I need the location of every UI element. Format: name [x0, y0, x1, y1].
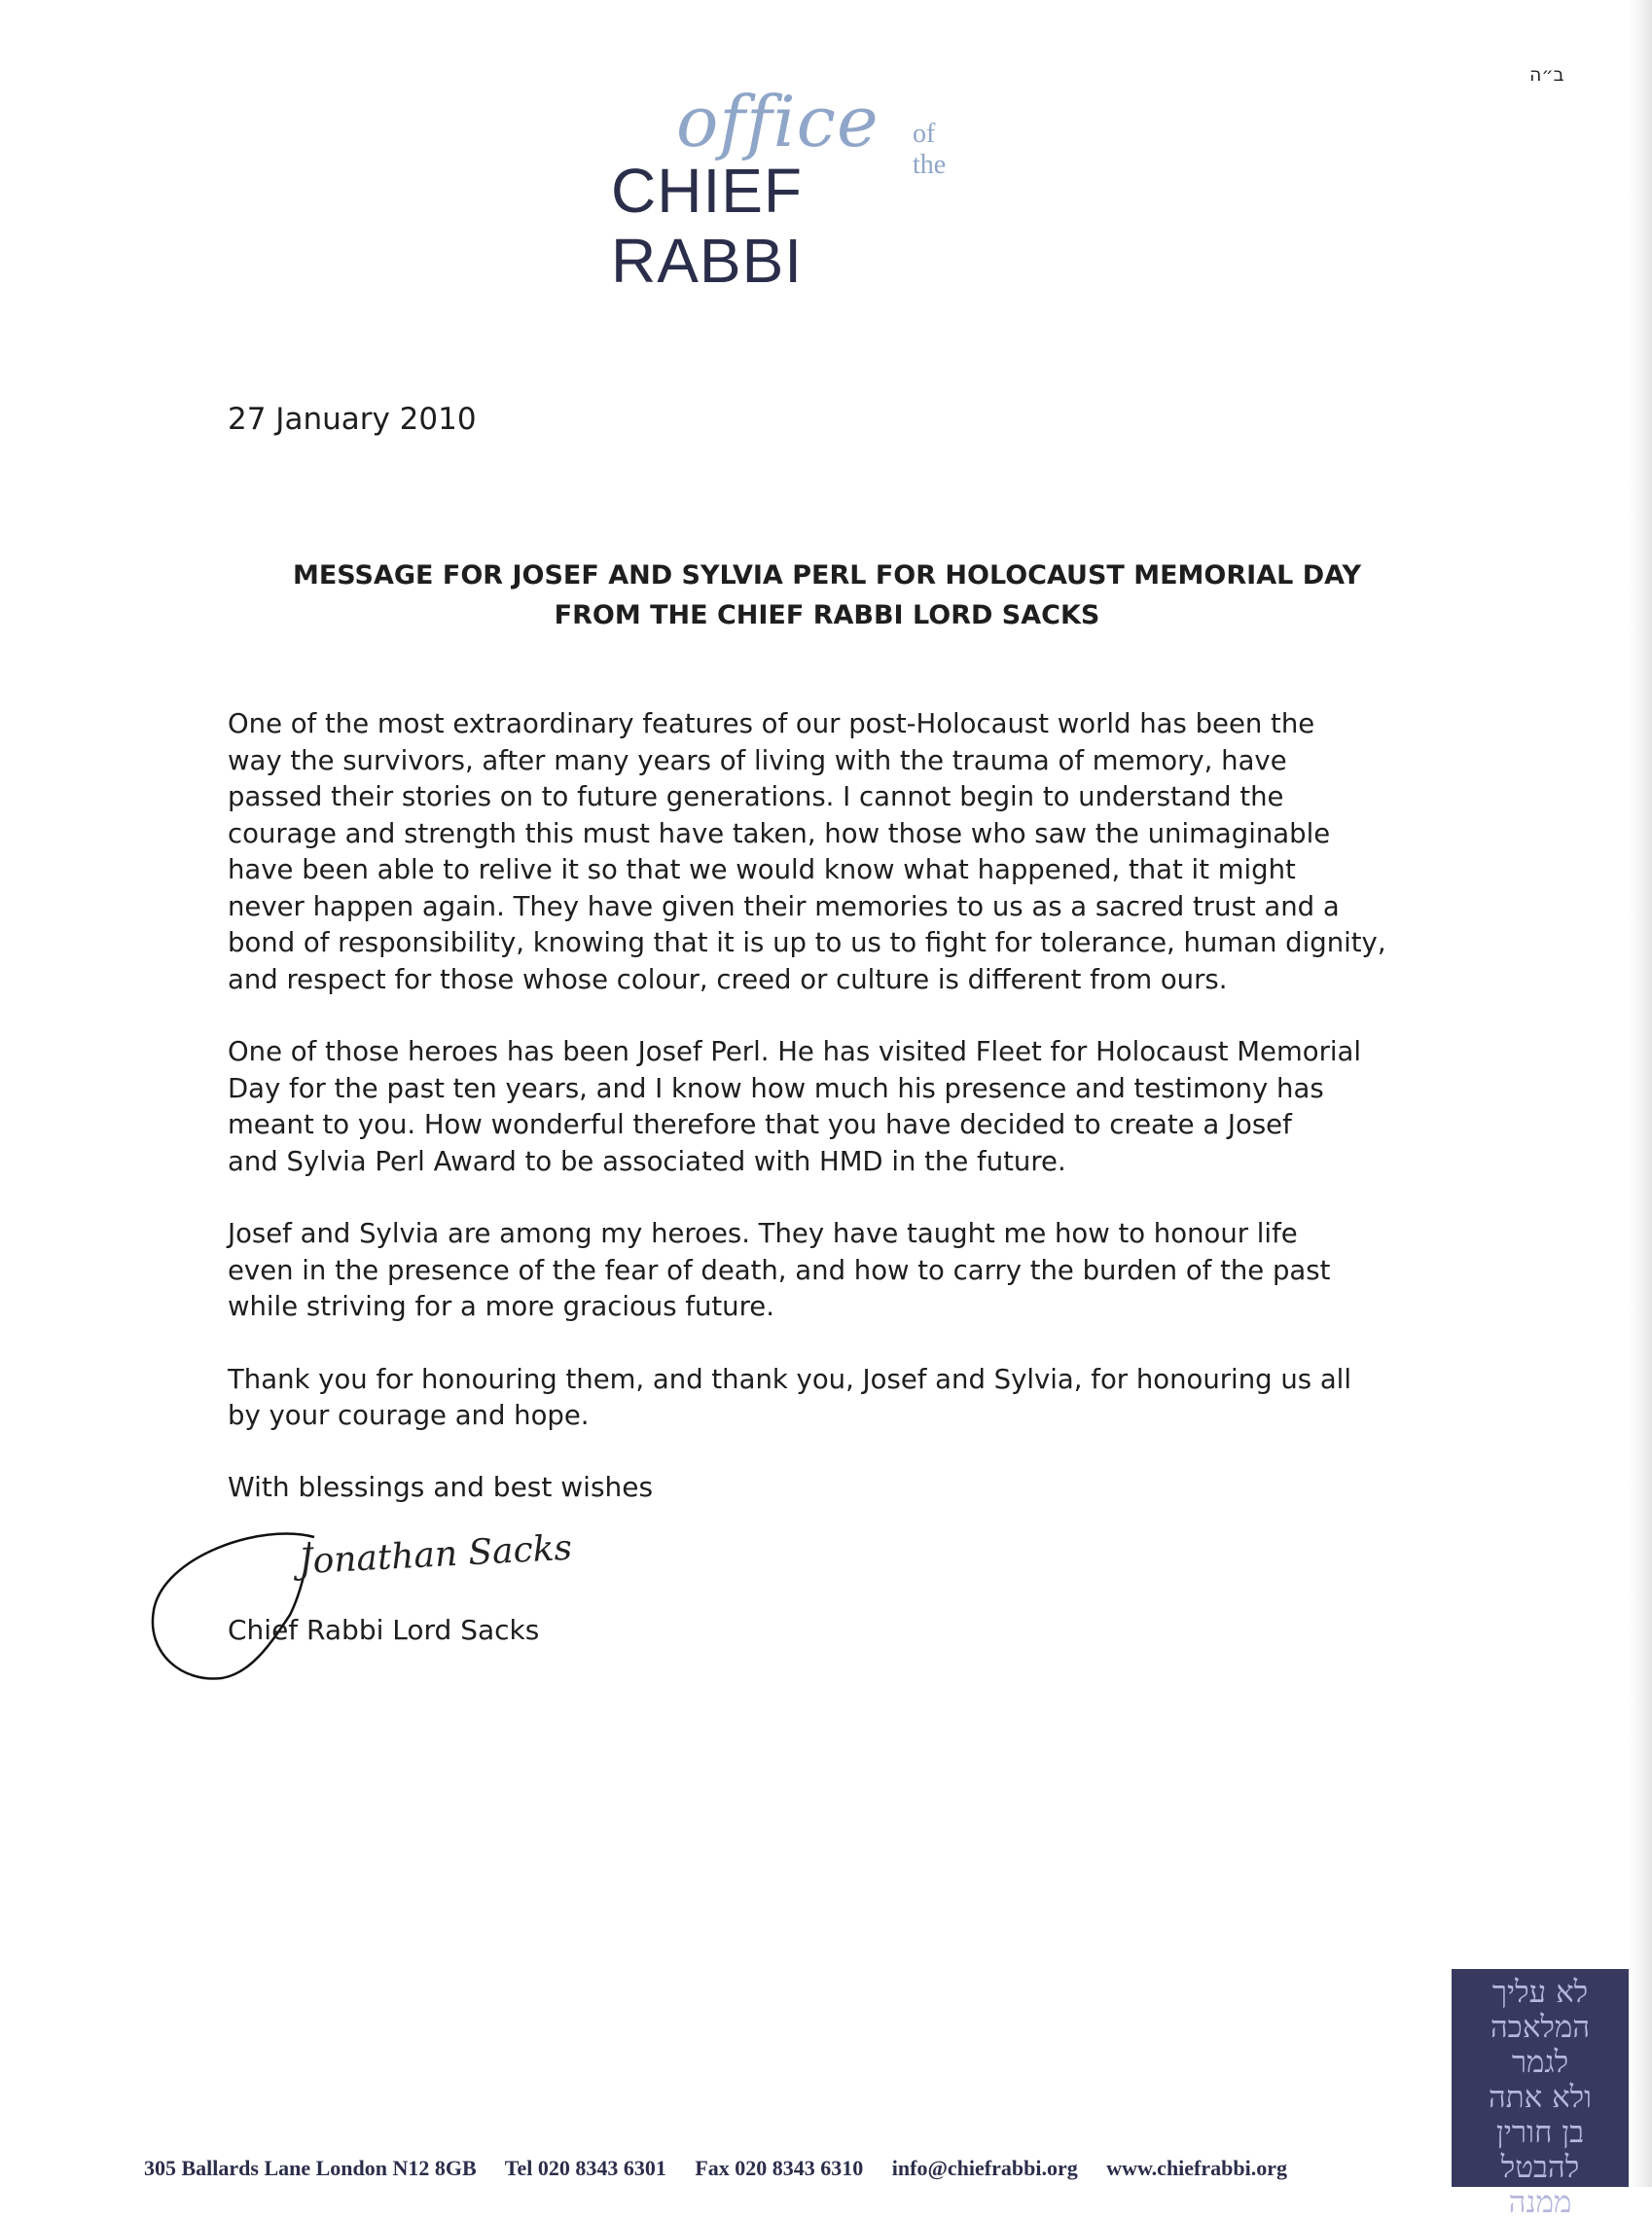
body-line: while striving for a more gracious future. [228, 1291, 774, 1322]
closing-line: With blessings and best wishes [228, 1471, 654, 1503]
body-paragraph [228, 1216, 1463, 1326]
motto-line: ולא אתה [1488, 2080, 1593, 2115]
body-line: passed their stories on to future generations. I cannot begin to understand the [228, 781, 1284, 812]
hebrew-motto-block [1452, 1969, 1629, 2220]
footer-email[interactable]: info@chiefrabbi.org [891, 2156, 1078, 2180]
body-line: Day for the past ten years, and I know how much his presence and testimony has [228, 1072, 1324, 1104]
letter-date: 27 January 2010 [228, 402, 477, 437]
body-line: never happen again. They have given their memories to us as a sacred trust and a [228, 890, 1340, 922]
body-paragraph [228, 1362, 1463, 1435]
body-line: and respect for those whose colour, creed or culture is different from ours. [228, 963, 1228, 995]
letter-footer [144, 2156, 1311, 2181]
motto-line: המלאכה [1490, 2010, 1591, 2045]
body-paragraph [228, 1034, 1463, 1180]
motto-line: להבטל [1500, 2150, 1580, 2185]
body-paragraph [228, 706, 1463, 998]
footer-fax: Fax 020 8343 6310 [695, 2156, 864, 2180]
logo-chief-rabbi: CHIEF RABBI [611, 156, 804, 296]
body-line: meant to you. How wonderful therefore that you have decided to create a Josef [228, 1109, 1292, 1140]
logo-office-word: office [676, 81, 880, 162]
body-line: Josef and Sylvia are among my heroes. They have taught me how to honour life [228, 1218, 1298, 1249]
motto-line: לגמר [1511, 2045, 1569, 2080]
heading-line: MESSAGE FOR JOSEF AND SYLVIA PERL FOR HOLOCAUST MEMORIAL DAY [292, 560, 1361, 591]
body-line: One of those heroes has been Josef Perl. He has visited Fleet for Holocaust Memorial [228, 1036, 1362, 1067]
body-line: Thank you for honouring them, and thank you, Josef and Sylvia, for honouring us all [228, 1363, 1351, 1395]
letter-body [228, 706, 1463, 1471]
letter-heading [175, 555, 1479, 635]
footer-website[interactable]: www.chiefrabbi.org [1106, 2156, 1287, 2180]
body-line: way the survivors, after many years of living with the trauma of memory, have [228, 744, 1287, 776]
signoff-name: Chief Rabbi Lord Sacks [228, 1614, 540, 1646]
body-line: and Sylvia Perl Award to be associated with HMD in the future. [228, 1145, 1066, 1177]
body-line: courage and strength this must have taken, how those who saw the unimaginable [228, 817, 1331, 849]
handwritten-signature: Jonathan Sacks [298, 1527, 573, 1583]
body-line: by your courage and hope. [228, 1400, 590, 1431]
body-line: even in the presence of the fear of death, and how to carry the burden of the past [228, 1254, 1331, 1286]
hebrew-abbreviation: ב״ה [1529, 64, 1564, 86]
heading-line: FROM THE CHIEF RABBI LORD SACKS [554, 600, 1100, 630]
footer-telephone: Tel 020 8343 6301 [504, 2156, 666, 2180]
motto-line: ממנה [1508, 2185, 1572, 2220]
body-line: bond of responsibility, knowing that it is up to us to fight for tolerance, human dignity, [228, 927, 1386, 958]
logo-of-the-word: of the [913, 119, 947, 180]
footer-address: 305 Ballards Lane London N12 8GB [144, 2156, 477, 2180]
body-line: have been able to relive it so that we would know what happened, that it might [228, 854, 1296, 885]
body-line: One of the most extraordinary features of our post-Holocaust world has been the [228, 708, 1315, 739]
motto-line: לא עליך [1491, 1975, 1589, 2010]
page-edge-shadow [1629, 0, 1652, 2187]
motto-line: בן חורין [1495, 2115, 1585, 2150]
